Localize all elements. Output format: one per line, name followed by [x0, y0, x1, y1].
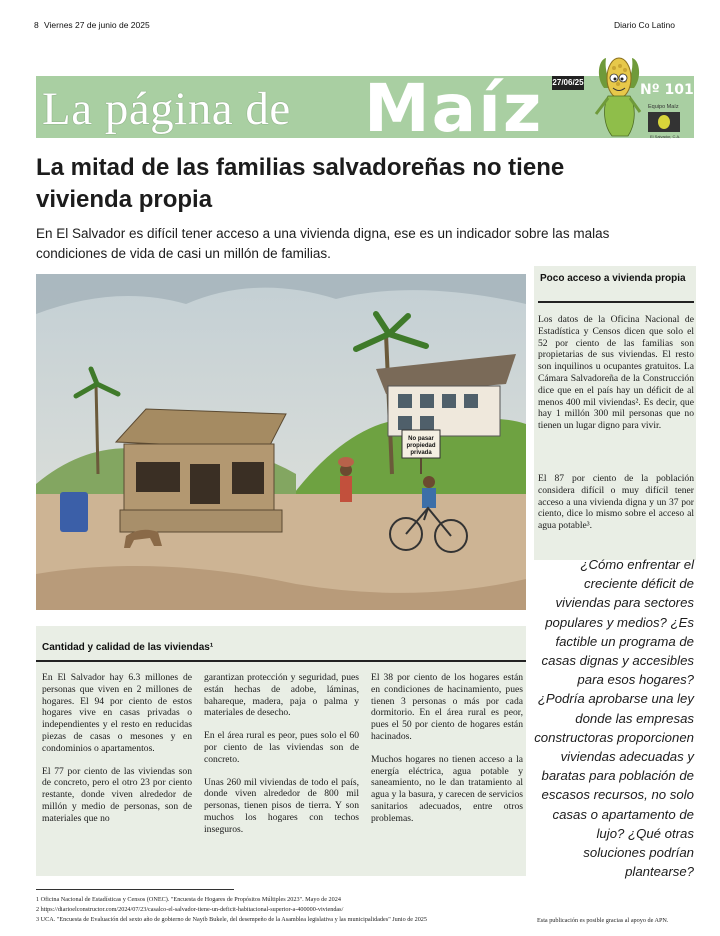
footnote-3: 3 UCA. "Encuesta de Evaluación del sexto año de gobierno de Nayib Bukele, del desempeño de la Asamblea legislativa y las municipalidades" Junio de 2025: [36, 916, 427, 923]
sidebar-paragraph-2: El 87 por ciento de la población considera difícil o muy difícil tener acceso a una vivienda digna y un 37 por ciento, dice lo mismo sobre el acceso al agua potable³.: [538, 473, 694, 532]
housing-box-divider: [36, 660, 526, 662]
corn-mascot-icon: [594, 48, 644, 138]
article-headline: La mitad de las familias salvadoreñas no tiene vivienda propia: [36, 154, 565, 213]
housing-illustration: [36, 274, 526, 610]
team-location: El Salvador, C.A.: [650, 134, 681, 139]
masthead-title-left: La página de: [42, 83, 291, 135]
sign-line-2: propiedad: [406, 443, 436, 449]
page-number: 8: [34, 20, 39, 30]
sidebar-divider: [538, 301, 694, 303]
box-column-2: [204, 672, 359, 836]
sidebar-paragraph-1: Los datos de la Oficina Nacional de Estadística y Censos dicen que solo el 52 por ciento de las familias son propietarias de sus viviendas. El resto son inquilinos u ocupantes gratuitos. La Cámara Salvadoreña de la Construcción dice que en el país hay un déficit de al menos 400 mil viviendas². Es decir, que hay 1 millón 300 mil personas que no tienen un lugar digno para vivir.: [538, 314, 694, 432]
sidebar-title: Poco acceso a vivienda propia: [540, 273, 686, 284]
article-deck: En El Salvador es difícil tener acceso a una vivienda digna, ese es un indicador sobre las malas condiciones de vida de casi un millón de familias.: [36, 226, 610, 261]
box-column-1: [42, 672, 192, 825]
box-col3-paragraph-2: Muchos hogares no tienen acceso a la energía eléctrica, agua potable y saneamiento, no le dan tratamiento al agua y la basura, y carecen de servicios sanitarios adecuados, entre otros problemas.: [371, 753, 523, 824]
box-col3-paragraph-1: El 38 por ciento de los hogares están en condiciones de hacinamiento, pues tienen 3 personas o más por cada dormitorio. En el área rural es peor, pues el 50 por ciento de hogares están hacinados.: [371, 672, 523, 742]
footnote-1: 1 Oficina Nacional de Estadísticas y Censos (ONEC). "Encuesta de Hogares de Propósitos Múltiples 2023". Mayo de 2024: [36, 896, 341, 903]
box-column-3: [371, 672, 523, 825]
question-callout: ¿Cómo enfrentar el creciente déficit de viviendas para sectores populares y medios? ¿Es factible un programa de casas dignas y accesibles para esos hogares? ¿Podría aprobarse una ley donde las empresas constructoras proporcionen viviendas adecuadas y baratas para población de escasos recursos, no solo casas o apartamento de lujo? ¿Qué otras soluciones podrían plantearse?: [534, 557, 694, 880]
masthead-title-maiz: Maíz: [364, 76, 544, 138]
footnote-divider: [36, 889, 234, 890]
issue-number: Nº 1018: [640, 82, 704, 98]
box-col2-paragraph-1: garantizan protección y seguridad, pues están hechas de adobe, láminas, bahareque, madera, paja o palma y materiales de desecho.: [204, 672, 359, 719]
newspaper-name: Diario Co Latino: [614, 20, 675, 30]
box-col1-paragraph-1: En El Salvador hay 6.3 millones de personas que viven en 2 millones de hogares. El 94 por ciento de estos hogares vive en casas privadas o independientes y el resto en reducidas piezas de casas o mesones y en condominios o apartamentos.: [42, 672, 192, 754]
box-col2-paragraph-3: Unas 260 mil viviendas de todo el país, donde viven alrededor de 800 mil personas, tienen pisos de tierra. Y son muchos los hogares con techos inseguros.: [204, 776, 359, 835]
team-name: Equipo Maíz: [648, 104, 679, 110]
issue-date: Viernes 27 de junio de 2025: [44, 20, 150, 30]
housing-box-title: Cantidad y calidad de las viviendas¹: [42, 642, 214, 653]
footnote-2: 2 https://diarioelconstructor.com/2024/07/23/casalco-el-salvador-tiene-un-deficit-habitacional-superior-a-400000-viviendas/: [36, 906, 344, 913]
masthead-banner: [36, 76, 584, 138]
masthead-date-tag: 27/06/25: [552, 76, 584, 90]
sponsor-credit: Esta publicación es posible gracias al apoyo de APN.: [537, 917, 669, 924]
box-col1-paragraph-2: El 77 por ciento de las viviendas son de concreto, pero el otro 23 por ciento restante, donde viven alrededor de millón y medio de personas, son de materiales que no: [42, 765, 192, 824]
sign-line-3: privada: [410, 450, 432, 456]
sign-line-1: No pasar: [408, 436, 434, 442]
box-col2-paragraph-2: En el área rural es peor, pues solo el 60 por ciento de las viviendas son de concreto.: [204, 730, 359, 765]
team-logo: [648, 112, 680, 132]
